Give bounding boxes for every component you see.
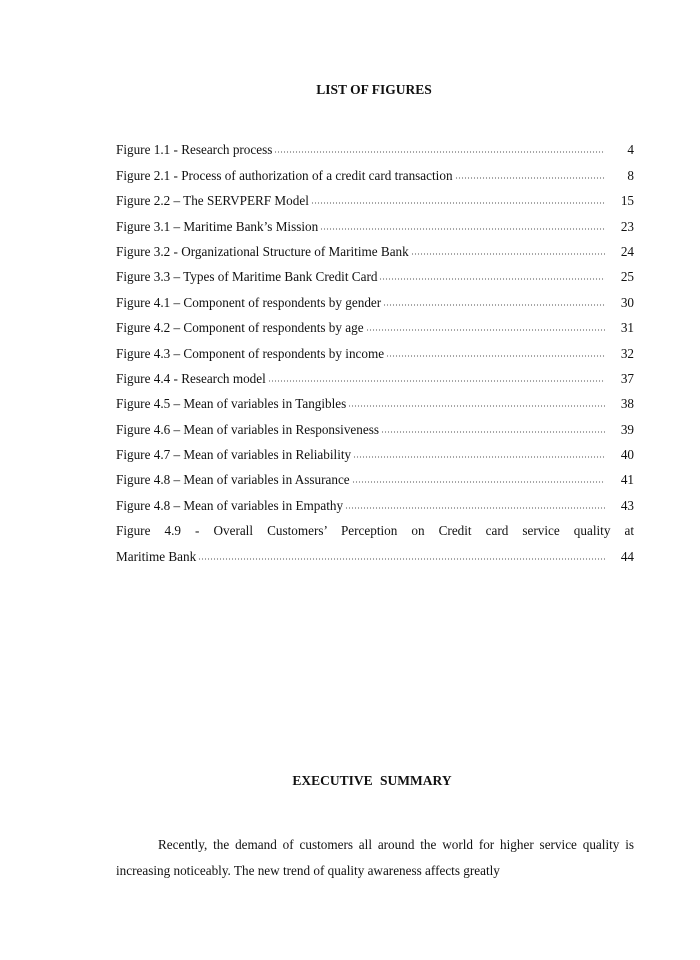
dot-leader [381,431,605,433]
figure-entry-label: Figure 4.4 - Research model [116,370,266,386]
dot-leader [352,481,605,483]
figure-entry [116,184,634,209]
dot-leader [353,456,605,458]
dot-leader [386,355,605,357]
figure-entry [116,336,634,361]
figure-entry [116,133,634,158]
figure-entry-page: 38 [620,396,634,412]
figure-entry [116,412,634,437]
figure-entry [116,463,634,488]
figure-entry [116,438,634,463]
list-of-figures-title: LIST OF FIGURES [316,82,432,97]
figure-entry-label: Figure 2.1 - Process of authorization of a credit card transaction [116,167,453,183]
figure-entry [116,235,634,260]
dot-leader [320,228,605,230]
figure-entry-label: Figure 4.1 – Component of respondents by gender [116,294,382,310]
dot-leader [455,177,605,179]
figure-entry [116,209,634,234]
summary-paragraph: Recently, the demand of customers all around the world for higher service quality is increasing noticeably. The new trend of quality awareness affects greatly [116,837,634,878]
executive-summary-body [116,832,634,884]
figure-entry [116,488,634,513]
figure-entry-label: Figure 4.8 – Mean of variables in Assurance [116,472,350,488]
figure-entry-wrapped-line [116,514,634,539]
figure-entry-label: Figure 4.2 – Component of respondents by age [116,320,364,336]
dot-leader [383,304,605,306]
figure-entry-page: 43 [620,497,634,513]
figure-entry-page: 24 [620,243,634,259]
dot-leader [411,253,605,255]
figure-entry-page: 40 [620,447,634,463]
figure-entry-label: Figure 4.9 - Overall Customers’ Perception on Credit card service quality at [116,523,634,539]
figure-entry [116,158,634,183]
executive-summary-title: EXECUTIVE SUMMARY [292,773,452,788]
dot-leader [379,278,605,280]
figure-entry [116,539,634,564]
dot-leader [268,380,605,382]
figure-entry-page: 8 [627,167,634,183]
dot-leader [198,558,605,560]
figure-entry-label: Figure 4.5 – Mean of variables in Tangibles [116,396,347,412]
figure-entry-page: 30 [620,294,634,310]
dot-leader [274,151,605,153]
figure-entry-page: 37 [620,370,634,386]
figure-entry-page: 23 [620,218,634,234]
figure-entry [116,311,634,336]
figure-entry-label: Figure 4.3 – Component of respondents by income [116,345,385,361]
figure-entry-page: 44 [620,548,634,564]
figure-entry [116,285,634,310]
list-of-figures [116,133,634,565]
figure-entry-label-continued: Maritime Bank [116,548,197,564]
figure-entry-page: 32 [620,345,634,361]
figure-entry-page: 41 [620,472,634,488]
figure-entry-label: Figure 3.1 – Maritime Bank’s Mission [116,218,319,234]
dot-leader [345,507,605,509]
figure-entry-page: 15 [620,193,634,209]
figure-entry-label: Figure 4.8 – Mean of variables in Empathy [116,497,344,513]
figure-entry-page: 39 [620,421,634,437]
dot-leader [348,405,605,407]
figure-entry [116,362,634,387]
figure-entry-label: Figure 3.3 – Types of Maritime Bank Credit Card [116,269,378,285]
dot-leader [311,202,605,204]
figure-entry-label: Figure 4.7 – Mean of variables in Reliability [116,447,352,463]
figure-entry-label: Figure 4.6 – Mean of variables in Responsiveness [116,421,379,437]
figure-entry-page: 25 [620,269,634,285]
figure-entry-page: 4 [627,142,634,158]
figure-entry-label: Figure 3.2 - Organizational Structure of Maritime Bank [116,243,409,259]
figure-entry [116,260,634,285]
figure-entry-page: 31 [620,320,634,336]
figure-entry [116,387,634,412]
figure-entry-label: Figure 1.1 - Research process [116,142,273,158]
dot-leader [366,329,605,331]
figure-entry-label: Figure 2.2 – The SERVPERF Model [116,193,309,209]
